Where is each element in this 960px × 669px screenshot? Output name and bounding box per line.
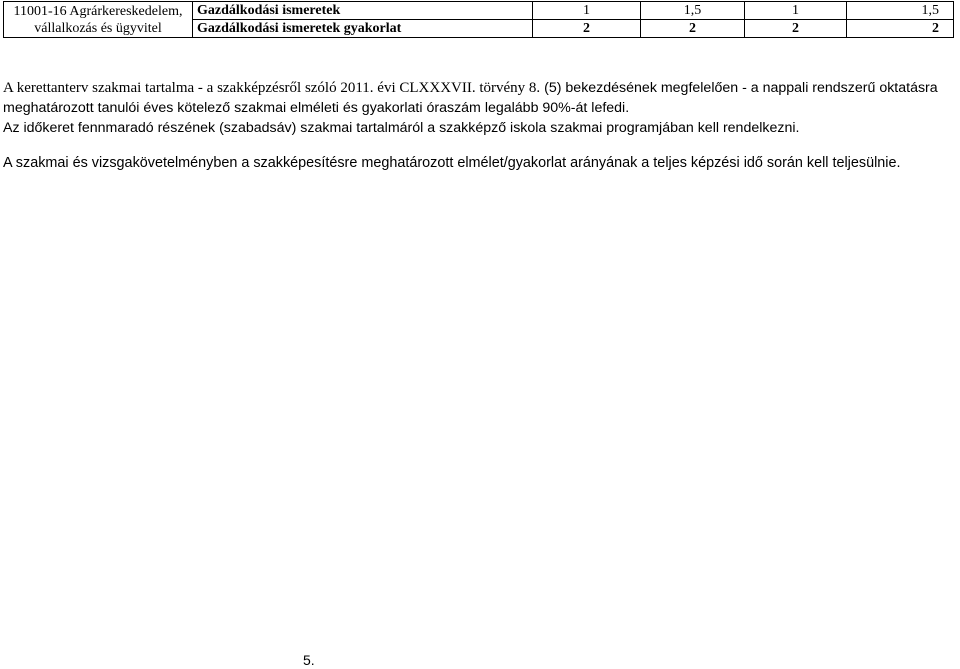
- body-text: [3, 78, 958, 173]
- paragraph-framework-content: [3, 78, 958, 118]
- module-code-line2: vállalkozás és ügyvitel: [34, 20, 162, 36]
- hours-cell: 2: [745, 20, 847, 38]
- hours-cell: 1,5: [847, 2, 954, 20]
- paragraph-text: (5) bekezdésének megfelelően - a nappali rendszerű oktatásra meghatározott tanulói éves kötelező szakmai elméleti és gyakorlati óraszám legalább 90%-át lefedi.: [3, 80, 938, 116]
- module-hours-table: [3, 1, 954, 38]
- hours-cell: 1: [533, 2, 641, 20]
- page-number: 5.: [303, 652, 315, 668]
- subject-name: Gazdálkodási ismeretek: [193, 2, 533, 20]
- module-code-cell: [4, 2, 193, 38]
- table-row: [4, 2, 954, 20]
- paragraph-free-band: Az időkeret fennmaradó részének (szabadsáv) szakmai tartalmáról a szakképző iskola szakmai programjában kell rendelkezni.: [3, 120, 800, 136]
- hours-cell: 2: [533, 20, 641, 38]
- hours-cell: 1,5: [641, 2, 745, 20]
- hours-cell: 1: [745, 2, 847, 20]
- subject-name: Gazdálkodási ismeretek gyakorlat: [193, 20, 533, 38]
- hours-cell: 2: [641, 20, 745, 38]
- hours-cell: 2: [847, 20, 954, 38]
- module-code-line1: 11001-16 Agrárkereskedelem,: [13, 3, 183, 19]
- law-reference: A kerettanterv szakmai tartalma - a szakképzésről szóló 2011. évi CLXXXVII. törvény 8.: [3, 80, 541, 96]
- paragraph-ratio: A szakmai és vizsgakövetelményben a szakképesítésre meghatározott elmélet/gyakorlat arányának a teljes képzési idő során kell teljesülnie.: [3, 155, 901, 171]
